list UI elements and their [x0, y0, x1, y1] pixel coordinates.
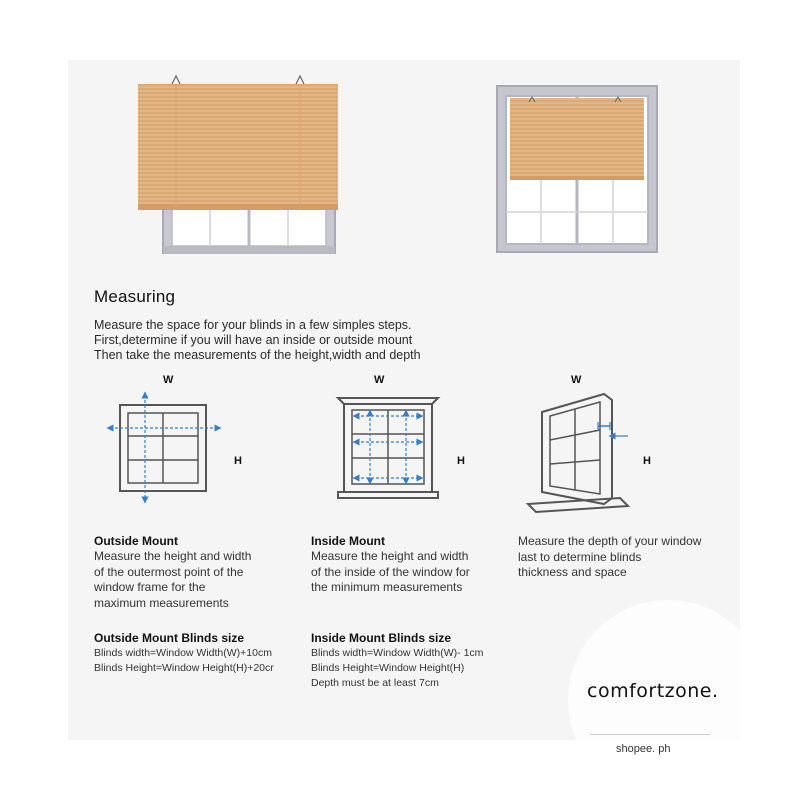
intro-line: Then take the measurements of the height,width and depth — [94, 348, 421, 362]
width-label: W — [571, 374, 582, 386]
brand-name: comfortzone. — [587, 680, 719, 702]
outside-size-title: Outside Mount Blinds size — [94, 631, 245, 645]
intro-line: First,determine if you will have an inside or outside mount — [94, 333, 413, 347]
outside-size-line: Blinds width=Window Width(W)+10cm — [94, 647, 272, 659]
inside-size-line: Blinds Height=Window Height(H) — [311, 662, 465, 674]
depth-diagram-icon — [528, 394, 628, 512]
height-label: H — [234, 455, 242, 467]
inside-size-title: Inside Mount Blinds size — [311, 631, 452, 645]
intro-line: Measure the space for your blinds in a few simples steps. — [94, 318, 412, 332]
depth-section — [518, 534, 701, 581]
depth-line: thickness and space — [518, 565, 627, 579]
inside-mount-line: of the inside of the window for — [311, 564, 470, 579]
intro-text — [94, 318, 421, 363]
measure-diagrams — [0, 380, 800, 520]
inside-mount-photo — [497, 86, 657, 252]
inside-size-line: Depth must be at least 7cm — [311, 677, 439, 689]
depth-line: Measure the depth of your window — [518, 534, 702, 548]
inside-mount-title: Inside Mount — [311, 534, 385, 548]
outside-size-line: Blinds Height=Window Height(H)+20cr — [94, 662, 274, 674]
inside-mount-section — [311, 534, 470, 596]
inside-size-section — [311, 631, 483, 691]
page-title: Measuring — [94, 287, 176, 306]
blind-photos — [0, 0, 800, 300]
outside-mount-line: of the outermost point of the — [94, 564, 244, 579]
depth-line: last to determine blinds — [518, 549, 642, 564]
brand-divider — [590, 734, 710, 735]
outside-mount-photo — [138, 76, 338, 254]
height-label: H — [643, 455, 651, 467]
outside-mount-line: maximum measurements — [94, 595, 229, 610]
inside-mount-line: Measure the height and width — [311, 549, 469, 563]
outside-mount-section — [94, 534, 251, 611]
width-label: W — [163, 374, 174, 386]
outside-mount-line: window frame for the — [94, 580, 206, 594]
inside-mount-diagram-icon — [338, 398, 438, 498]
outside-mount-diagram-icon — [110, 395, 218, 500]
height-label: H — [457, 455, 465, 467]
width-label: W — [374, 374, 385, 386]
outside-size-section — [94, 631, 274, 676]
inside-size-line: Blinds width=Window Width(W)- 1cm — [311, 647, 484, 659]
brand-site: shopee. ph — [616, 743, 671, 755]
outside-mount-title: Outside Mount — [94, 534, 178, 548]
outside-mount-line: Measure the height and width — [94, 549, 252, 563]
inside-mount-line: the minimum measurements — [311, 580, 463, 594]
